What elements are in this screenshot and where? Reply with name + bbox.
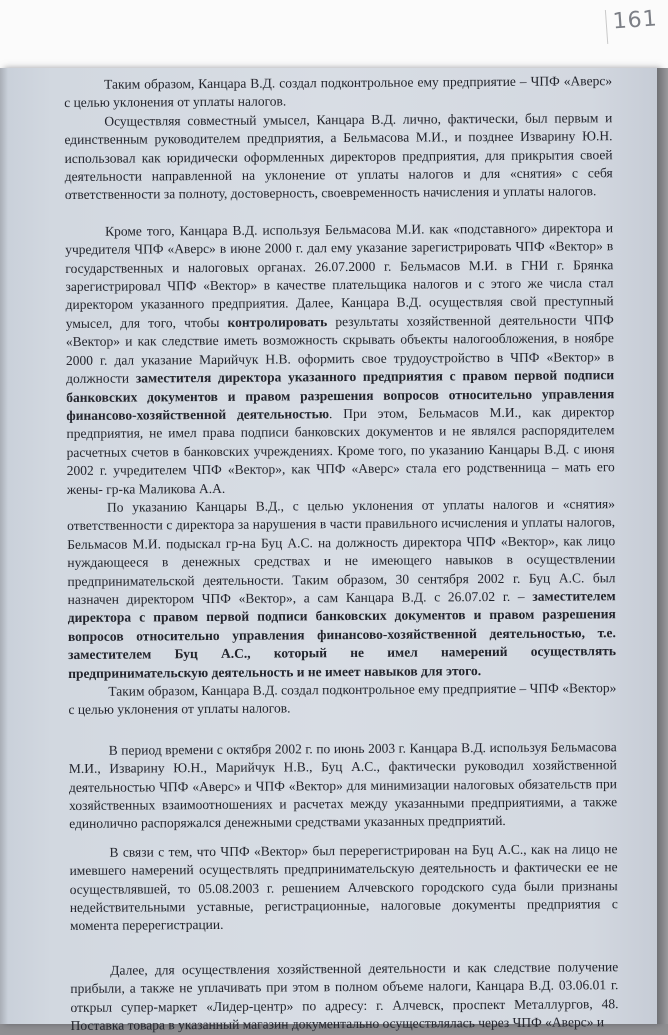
- paragraph-6: В период времени с октября 2002 г. по июнь 2003 г. Канцара В.Д. используя Бельмасова М.И., Изварину Ю.Н., Марийчук Н.В., Буц А.С., фактически руководил хозяйственной деятельностью ЧПФ «Аверс» и ЧПФ «Вектор» для минимизации налоговых обязательств при хозяйственных взаимоотношениях и расчетах между указанными предприятиями, а также единолично распоряжался денежными средствами указанных предприятий.: [68, 738, 618, 832]
- scan-background-top: [0, 0, 668, 70]
- paragraph-5: Таким образом, Канцара В.Д. создал подконтрольное ему предприятие – ЧПФ «Вектор» с целью уклонения от уплаты налогов.: [68, 680, 617, 718]
- paragraph-8: Далее, для осуществления хозяйственной деятельности и как следствие получение прибыли, а также не уплачивать при этом в полном объеме налоги, Канцара В.Д. 03.06.01 г. открыл супер-маркет «Лидер-центр» по адресу: г. Алчевск, проспект Металлургов, 48. Поставка товара в указанный магазин документально осуществлялась через ЧПФ «Аверс» и: [70, 959, 619, 1034]
- paragraph-4: По указанию Канцары В.Д., с целью уклонения от уплаты налогов и «снятия» ответственности с директора за нарушения в части правильного исчисления и уплаты налогов, Бельмасов М.И. подыскал гр-на Буц А.С. на должность директора ЧПФ «Вектор», как лицо нуждающееся в денежных средствах и не имеющего навыков в осуществлении предпринимательской деятельности. Таким образом, 30 сентября 2002 г. Буц А.С. был назначен директором ЧПФ «Вектор», а сам Канцара В.Д. с 26.07.02 г. – заместителем директора с правом первой подписи банковских документов и правом разрешения вопросов относительно управления финансово-хозяйственной деятельностью, т.е. заместителем Буц А.С., который не имел намерений осуществлять предпринимательскую деятельность и не имеет навыков для этого.: [67, 496, 617, 681]
- bold-phrase-position: заместителя директора указанного предприятия с правом первой подписи банковских документов и правом разрешения вопросов относительно управления финансово-хозяйственной деятельностью: [66, 367, 615, 423]
- bold-phrase-deputy: заместителем директора с правом первой подписи банковских документов и правом разрешения вопросов относительно управления финансово-хозяйственной деятельностью, т.е. заместителем Буц А.С., который не имел намерений осуществлять предпринимательскую деятельность и не имеет навыков для этого.: [67, 588, 617, 681]
- document-body: [64, 72, 619, 1035]
- paragraph-3: Кроме того, Канцара В.Д. используя Бельмасова М.И. как «подставного» директора и учредителя ЧПФ «Аверс» в июне 2000 г. дал ему указание зарегистрировать ЧПФ «Вектор» в государственных и налоговых органах. 26.07.2000 г. Бельмасов М.И. в ГНИ г. Брянка зарегистрировал ЧПФ «Вектор» в качестве плательщика налогов и с этого же числа стал директором указанного предприятия. Далее, Канцара В.Д. осуществляя свой преступный умысел, для того, чтобы контролировать результаты хозяйственной деятельности ЧПФ «Вектор» и как следствие иметь возможность скрывать объекты налогообложения, в ноябре 2000 г. дал указание Марийчук Н.В. оформить свое трудоустройство в ЧПФ «Вектор» в должности заместителя директора указанного предприятия с правом первой подписи банковских документов и правом разрешения вопросов относительно управления финансово-хозяйственной деятельностью. При этом, Бельмасов М.И., как директор предприятия, не имел права подписи банковских документов и не являлся распорядителем расчетных счетов в банковских учреждениях. Кроме того, по указанию Канцары В.Д. с июня 2002 г. учредителем ЧПФ «Вектор», как ЧПФ «Аверс» стала его родственница – мать его жены- гр-ка Маликова А.А.: [65, 220, 615, 497]
- paragraph-1: Таким образом, Канцара В.Д. создал подконтрольное ему предприятие – ЧПФ «Аверс» с целью уклонения от уплаты налогов.: [64, 73, 613, 111]
- handwritten-page-number: 161: [605, 6, 664, 44]
- page-binding-shadow: [0, 68, 8, 1024]
- bold-phrase-control: контролировать: [227, 314, 328, 330]
- page-edge: [657, 68, 668, 1024]
- paragraph-2: Осуществляя совместный умысел, Канцара В.Д. лично, фактически, был первым и единственным руководителем предприятия, а Бельмасова М.И., и позднее Изварину Ю.Н. использовал как юридически оформленных директоров предприятия, для прикрытия своей деятельности направленной на уклонение от уплаты налогов и для «снятия» с себя ответственности за полноту, достоверность, своевременность начисления и уплаты налогов.: [64, 109, 613, 203]
- paragraph-7: В связи с тем, что ЧПФ «Вектор» был перерегистрирован на Буц А.С., как на лицо не имевшего намерений осуществлять предпринимательскую деятельность и фактически ее не осуществлявшей, то 05.08.2003 г. решением Алчевского городского суда были признаны недействительными уставные, регистрационные, налоговые документы предприятия с момента перерегистрации.: [69, 840, 618, 934]
